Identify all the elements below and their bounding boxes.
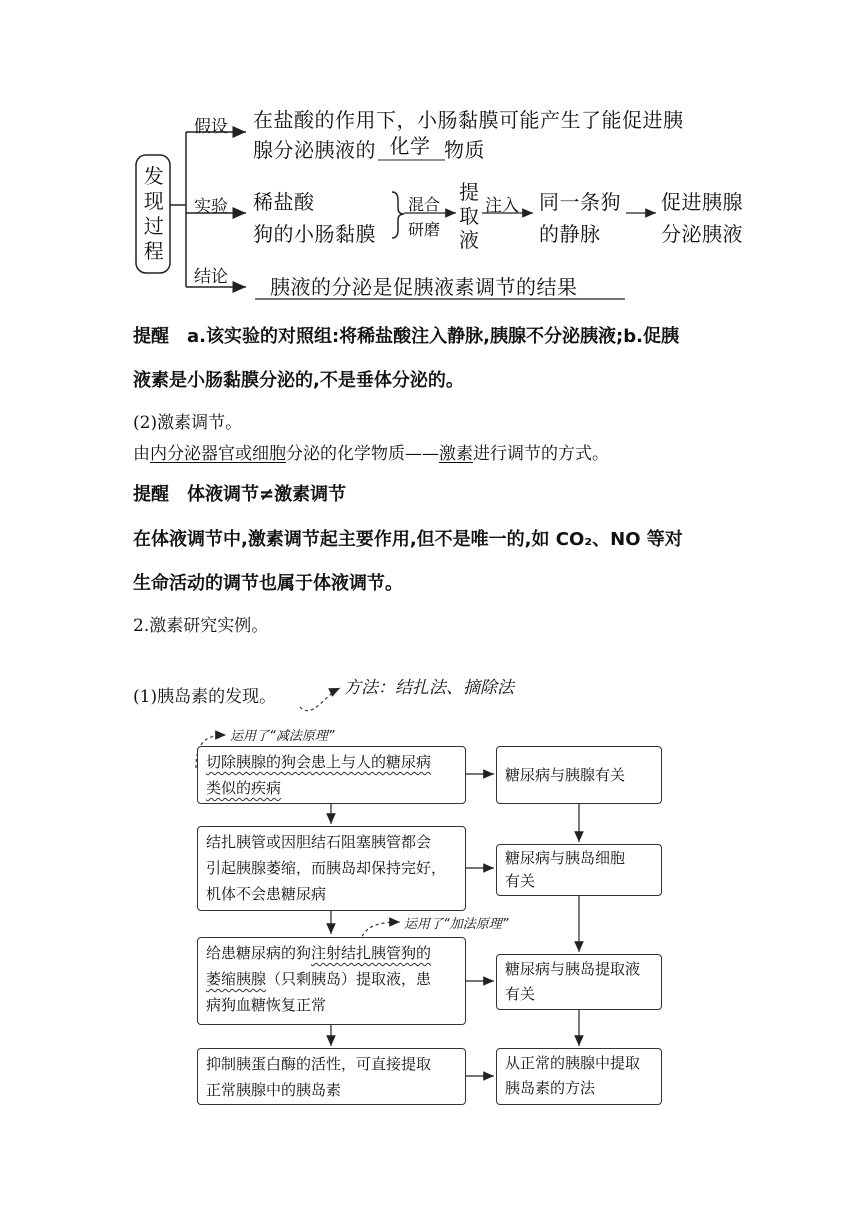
method-note: 方法：结扎法、摘除法 xyxy=(344,678,514,698)
left-box-4: 抑制胰蛋白酶的活性，可直接提取 正常胰腺中的胰岛素 xyxy=(197,1048,466,1105)
left-box-2: 结扎胰管或因胆结石阻塞胰管都会 引起胰腺萎缩，而胰岛却保持完好， 机体不会患糖尿病 xyxy=(197,826,466,911)
hormone-reg-heading: (2)激素调节。 xyxy=(133,413,243,433)
def-underline-1: 内分泌器官或细胞 xyxy=(150,444,286,464)
right-box-2: 糖尿病与胰岛细胞 有关 xyxy=(496,844,662,896)
conclusion-label: 结论 xyxy=(194,267,228,287)
reminder2-title: 提醒 体液调节≠激素调节 xyxy=(133,484,347,505)
subtract-note: 运用了“减法原理” xyxy=(230,729,335,744)
right-box-1: 糖尿病与胰腺有关 xyxy=(496,746,662,804)
conclusion-text: 胰液的分泌是促胰液素调节的结果 xyxy=(270,275,578,299)
same-dog-1: 同一条狗 xyxy=(539,190,621,214)
extract-liquid: 提取液 xyxy=(459,180,480,252)
insulin-heading: (1)胰岛素的发现。 xyxy=(133,687,277,707)
hypothesis-line2: 腺分泌胰液的 化学 物质 xyxy=(253,134,485,163)
left-box-1: 切除胰腺的狗会患上与人的糖尿病 类似的疾病 xyxy=(197,746,466,804)
left-box-3: 给患糖尿病的狗注射结扎胰管狗的 萎缩胰腺（只剩胰岛）提取液，患 病狗血糖恢复正常 xyxy=(197,937,466,1025)
right-box-4: 从正常的胰腺中提取 胰岛素的方法 xyxy=(496,1048,662,1105)
hormone-reg-definition: 由内分泌器官或细胞分泌的化学物质——激素进行调节的方式。 xyxy=(133,444,609,464)
add-note: 运用了“加法原理” xyxy=(404,917,509,932)
reminder1-line1: 提醒 a.该实验的对照组:将稀盐酸注入静脉,胰腺不分泌胰液;b.促胰 xyxy=(133,326,679,347)
discovery-side-label: 发现过程 xyxy=(143,164,165,263)
reminder2-line1: 在体液调节中,激素调节起主要作用,但不是唯一的,如 CO₂、NO 等对 xyxy=(133,529,683,550)
hypothesis-blank: 化学 xyxy=(389,134,431,158)
def-underline-2: 激素 xyxy=(439,444,473,464)
hypothesis-label: 假设 xyxy=(194,117,228,137)
mix-top: 混合 xyxy=(408,195,441,214)
right-box-3: 糖尿病与胰岛提取液 有关 xyxy=(496,954,662,1010)
exp-item1: 稀盐酸 xyxy=(253,190,315,214)
result-1: 促进胰腺 xyxy=(661,190,743,214)
reminder2-line2: 生命活动的调节也属于体液调节。 xyxy=(133,573,403,594)
reminder1-line2: 液素是小肠黏膜分泌的,不是垂体分泌的。 xyxy=(133,370,464,391)
same-dog-2: 的静脉 xyxy=(539,222,601,246)
result-2: 分泌胰液 xyxy=(661,222,743,246)
hypothesis-line1: 在盐酸的作用下，小肠黏膜可能产生了能促进胰 xyxy=(253,108,684,132)
section2-heading: 2.激素研究实例。 xyxy=(133,616,269,636)
inject-label: 注入 xyxy=(485,196,519,216)
experiment-label: 实验 xyxy=(194,197,228,217)
mix-bottom: 研磨 xyxy=(408,220,441,239)
exp-item2: 狗的小肠黏膜 xyxy=(253,222,376,246)
